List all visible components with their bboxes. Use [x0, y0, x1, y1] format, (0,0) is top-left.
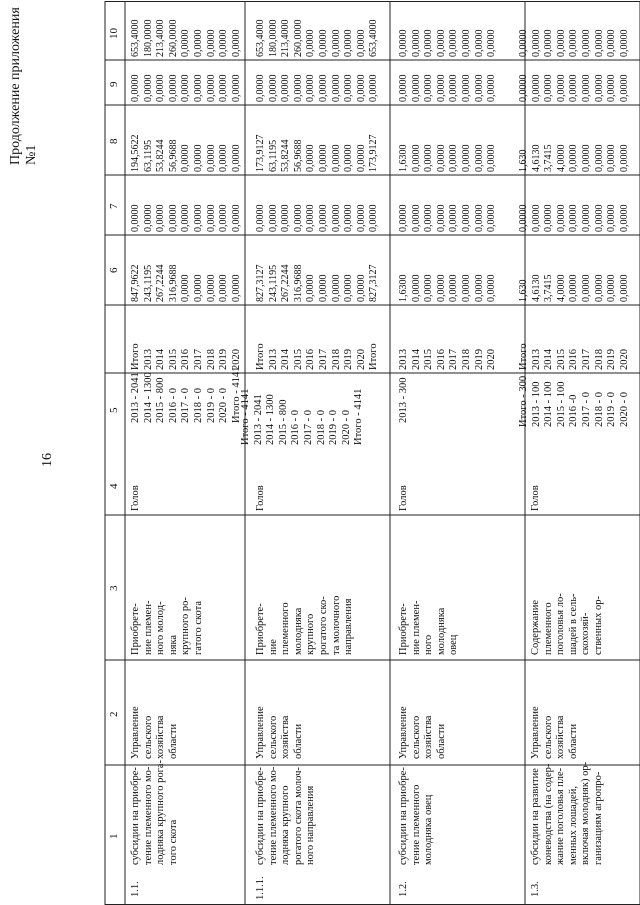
row-number: 1.2. [398, 881, 409, 897]
measure-description: Содержание племенного поголовья ло- шадей в сель- скохозяй- ственных ор- [530, 593, 604, 655]
measure-name: субсидии на приобре- тение племенного молодняка овец [398, 767, 435, 865]
plan-values: Итого - 300 2013 - 100 2014 - 100 2015 - 100 2016 -0 2017 - 0 2018 - 0 2019 - 0 2020 - 0 [518, 375, 630, 427]
header-col-1: 1 [108, 833, 120, 839]
executor: Управление сельского хозяйства области [398, 706, 447, 759]
years: 2013 2014 2015 2016 2017 2018 2019 2020 [398, 349, 498, 370]
column-10-values: 653,4000 180,0000 213,4000 260,0000 0,0000 0,0000 0,0000 0,0000 0,0000 653,4000 [255, 19, 380, 57]
column-10-values: 653,4000 180,0000 213,4000 260,0000 0,0000 0,0000 0,0000 0,0000 0,0000 [130, 19, 242, 57]
header-col-2: 2 [108, 711, 120, 717]
header-col-5: 5 [108, 407, 120, 413]
column-10-values: 0,0000 0,0000 0,0000 0,0000 0,0000 0,0000 0,0000 0,0000 0,0000 [518, 29, 630, 57]
header-col-6: 6 [108, 267, 120, 273]
column-7-values: 0,0000 0,0000 0,0000 0,0000 0,0000 0,0000 0,0000 0,0000 0,0000 [518, 204, 630, 232]
measure-name: субсидии на приобре- тение племенного мо- лодняка крупного рога- того скота [130, 759, 179, 865]
measure-description: Приобрете- ние племенного молодняка крупного рогатого ско- та молочного направления [255, 595, 355, 655]
measure-description: Приобрете- ние племен- ного молод- няка крупного ро- гатого скота [130, 597, 204, 655]
header-col-10: 10 [108, 28, 120, 39]
executor: Управление сельского хозяйства области [255, 706, 304, 759]
column-7-values: 0,0000 0,0000 0,0000 0,0000 0,0000 0,0000 0,0000 0,0000 0,0000 [130, 204, 242, 232]
plan-values: Итого - 4141 2013 - 2041 2014 - 1300 2015 - 800 2016 - 0 2017 - 0 2018 - 0 2019 - 0 2020 - 0 Итого - 4141 [240, 388, 365, 445]
row-number: 1.3. [530, 881, 541, 897]
plan-values: 2013 - 300 [398, 377, 409, 423]
column-6-values: 847,9622 243,1195 267,2244 316,9688 0,0000 0,0000 0,0000 0,0000 0,0000 [130, 264, 242, 302]
executor: Управление сельского хозяйства области [530, 706, 579, 759]
column-8-values: 194,5622 63,1195 53,8244 56,9688 0,0000 0,0000 0,0000 0,0000 0,0000 [130, 134, 242, 172]
header-col-8: 8 [108, 138, 120, 144]
column-6-values: 1,630 4,6130 3,7415 4,0000 0,0000 0,0000 0,0000 0,0000 0,0000 [518, 274, 630, 302]
column-9-values: 0,0000 0,0000 0,0000 0,0000 0,0000 0,0000 0,0000 0,0000 0,0000 0,0000 [255, 74, 380, 102]
page-number: 16 [40, 453, 55, 467]
column-9-values: 0,0000 0,0000 0,0000 0,0000 0,0000 0,0000 0,0000 0,0000 0,0000 [518, 74, 630, 102]
measure-name: субсидии на приобре- тение племенного мо- лодняка крупного рогатого скота молоч- ного направления [255, 766, 317, 865]
unit: Голов [398, 485, 409, 511]
unit: Голов [255, 485, 266, 511]
plan-values: 2013 - 2041 2014 - 1300 2015 - 800 2016 - 0 2017 - 0 2018 - 0 2019 - 0 2020 - 0 Итого - 4141 [130, 366, 242, 423]
measure-name: субсидии на развитие коневодства (на содер- жание поголовья пле- менных лошадей, включая молодняк) ор- ганизациям агропро- [530, 761, 604, 865]
unit: Голов [530, 485, 541, 511]
column-8-values: 173,9127 63,1195 53,8244 56,9688 0,0000 0,0000 0,0000 0,0000 0,0000 173,9127 [255, 134, 380, 172]
header-col-9: 9 [108, 81, 120, 87]
executor: Управление сельского хозяйства области [130, 706, 179, 759]
column-9-values: 0,0000 0,0000 0,0000 0,0000 0,0000 0,0000 0,0000 0,0000 0,0000 [130, 74, 242, 102]
column-8-values: 1,6300 0,0000 0,0000 0,0000 0,0000 0,0000 0,0000 0,0000 [398, 144, 498, 172]
years: Итого 2013 2014 2015 2016 2017 2018 2019 2020 [130, 343, 242, 370]
column-7-values: 0,0000 0,0000 0,0000 0,0000 0,0000 0,0000 0,0000 0,0000 0,0000 0,0000 [255, 204, 380, 232]
column-8-values: 1,630 4,6130 3,7415 4,0000 0,0000 0,0000 0,0000 0,0000 0,0000 [518, 144, 630, 172]
column-9-values: 0,0000 0,0000 0,0000 0,0000 0,0000 0,0000 0,0000 0,0000 [398, 74, 498, 102]
unit: Голов [130, 485, 141, 511]
measure-description: Приобрете- ние племен- ного молодняка овец [398, 600, 460, 655]
appendix-title: Продолжение приложения №1 [8, 7, 39, 165]
row-number: 1.1. [130, 881, 141, 897]
column-7-values: 0,0000 0,0000 0,0000 0,0000 0,0000 0,0000 0,0000 0,0000 [398, 204, 498, 232]
header-col-4: 4 [108, 483, 120, 489]
column-6-values: 827,3127 243,1195 267,2244 316,9688 0,0000 0,0000 0,0000 0,0000 0,0000 827,3127 [255, 264, 380, 302]
row-number: 1.1.1. [255, 876, 266, 900]
years: Итого 2013 2014 2015 2016 2017 2018 2019 2020 [518, 343, 630, 370]
column-6-values: 1,6300 0,0000 0,0000 0,0000 0,0000 0,0000 0,0000 0,0000 [398, 274, 498, 302]
years: Итого 2013 2014 2015 2016 2017 2018 2019 2020 Итого [255, 343, 380, 370]
header-col-7: 7 [108, 203, 120, 209]
header-col-3: 3 [108, 585, 120, 591]
column-10-values: 0,0000 0,0000 0,0000 0,0000 0,0000 0,0000 0,0000 0,0000 [398, 29, 498, 57]
